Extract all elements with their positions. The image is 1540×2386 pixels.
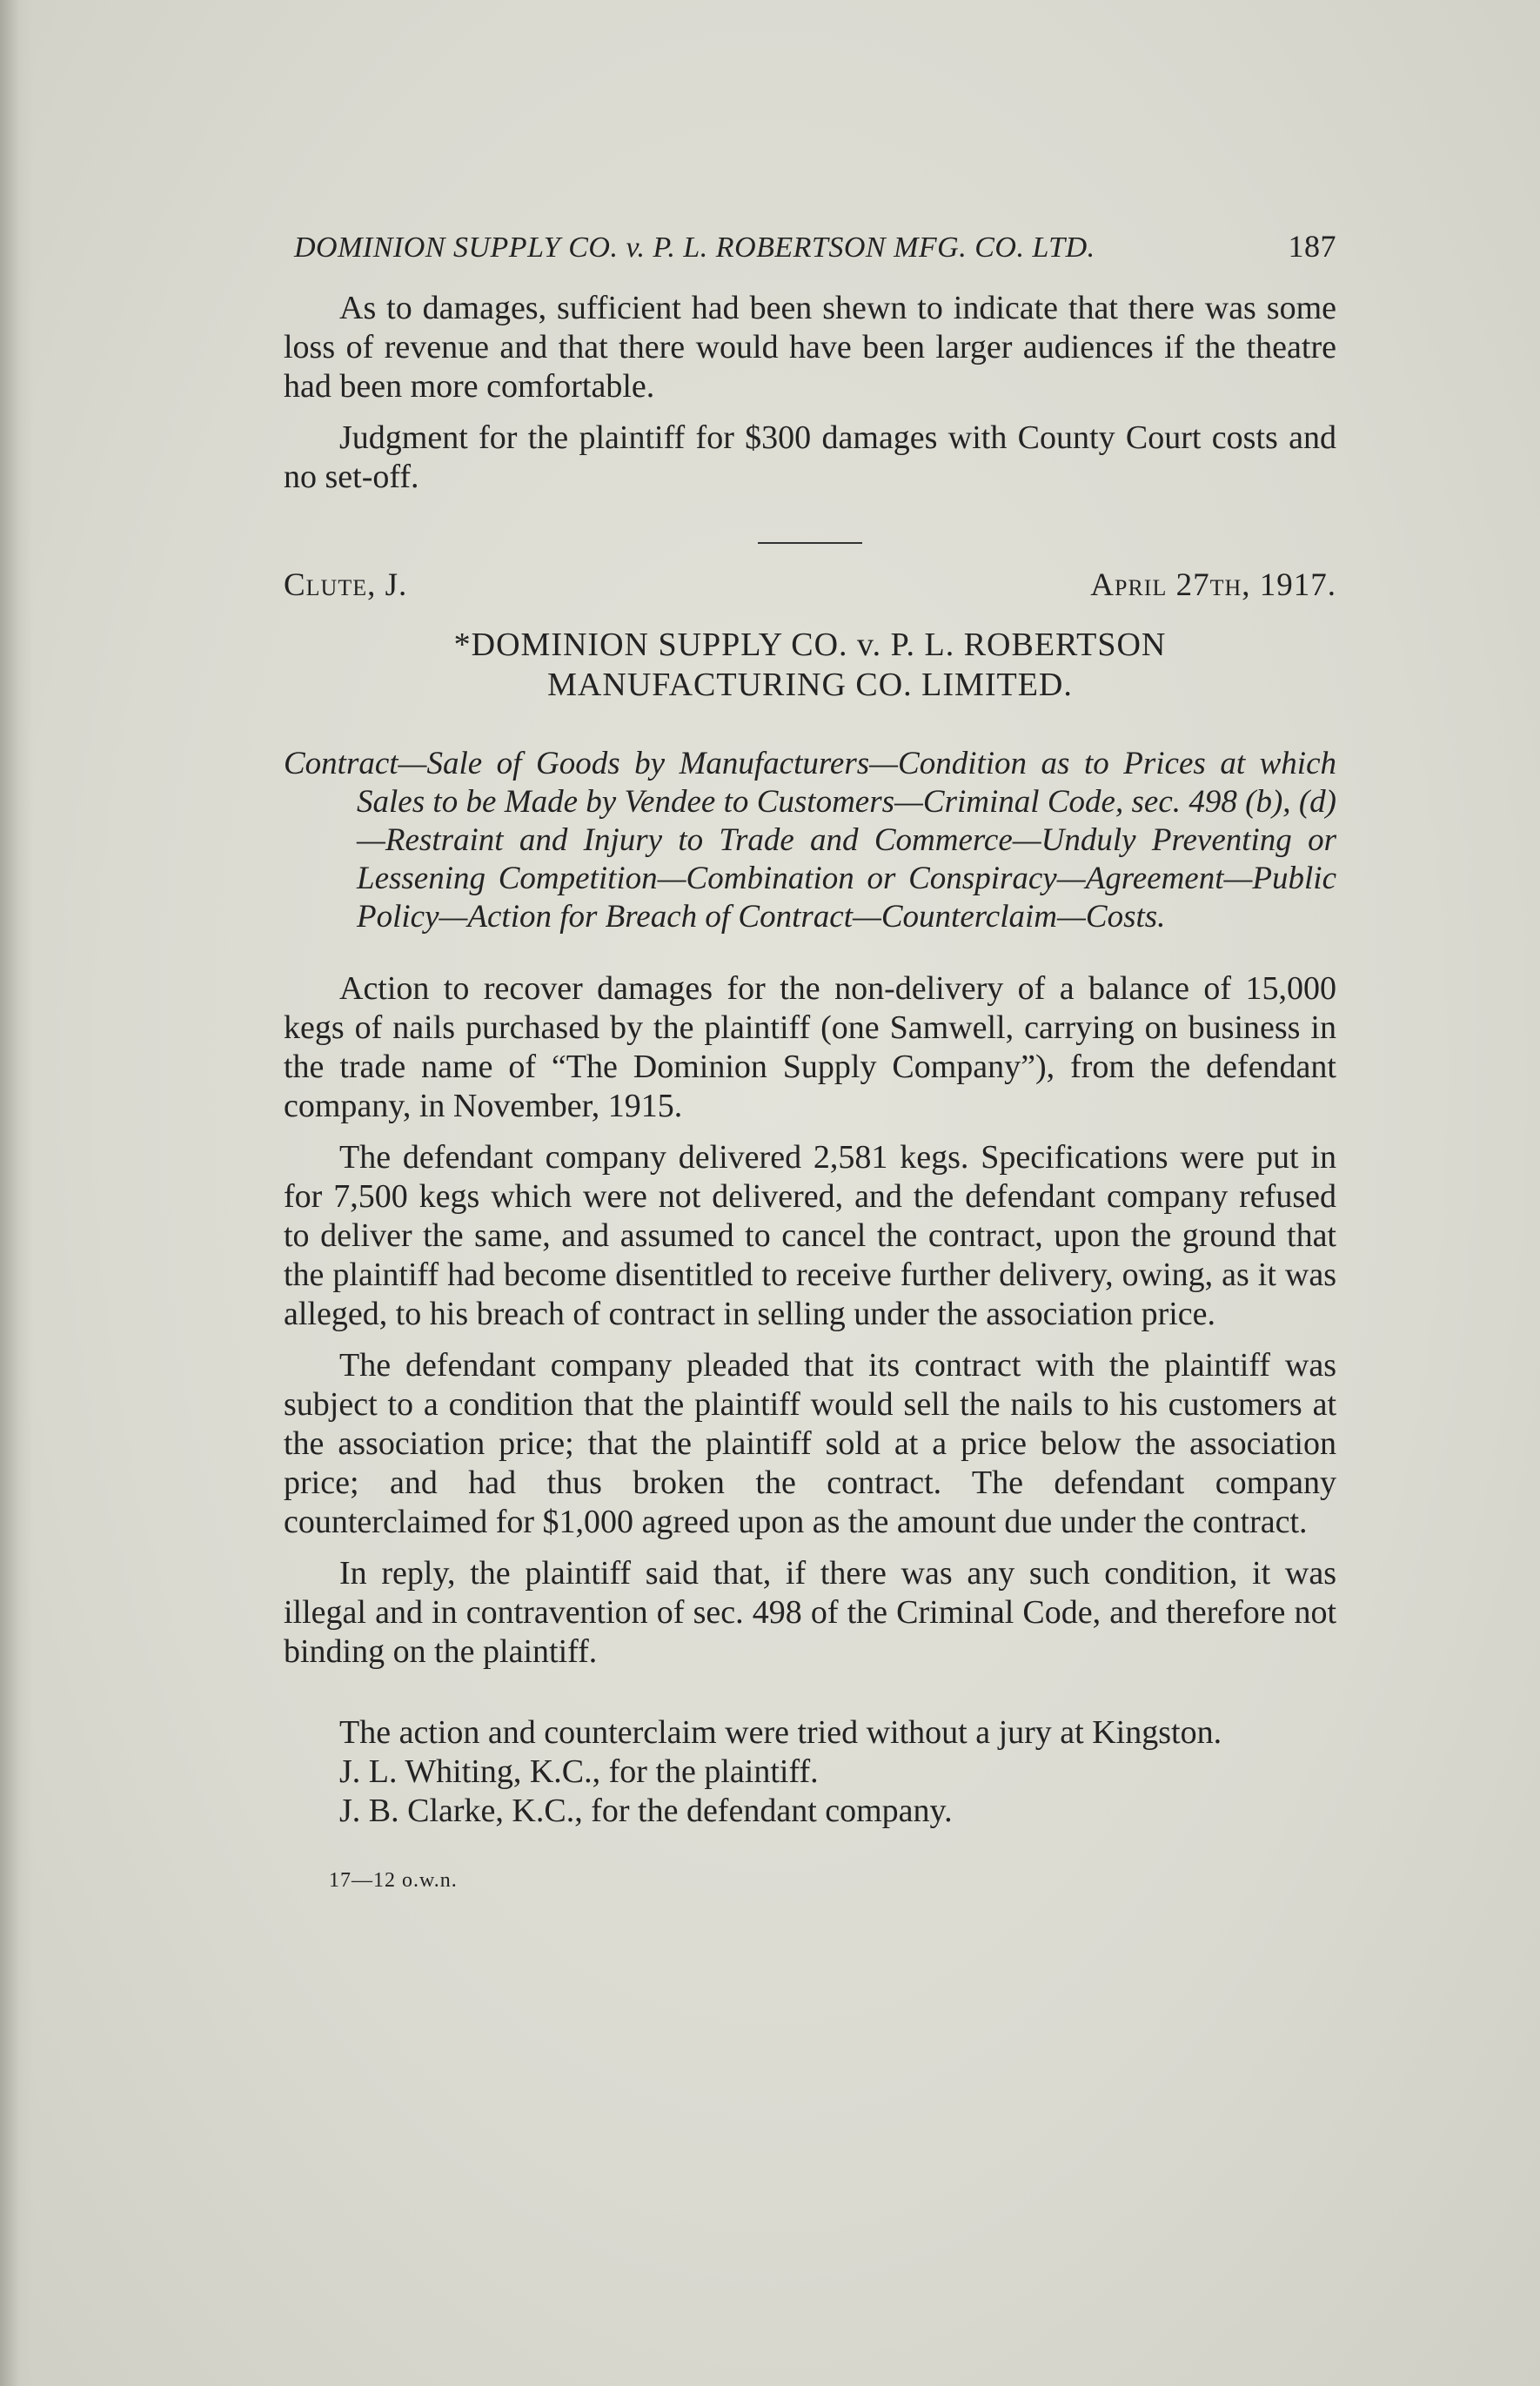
headnote: Contract—Sale of Goods by Manufacturers—Condition as to Prices at which Sales to be Made by Vendee to Customers—Criminal Code, sec. 498 (b), (d)—Restraint and Injury to Trade and Commerce—Unduly Preventing or Lessening Competition—Combination or Conspiracy—Agreement—Public Policy—Action for Breach of Contract—Counterclaim—Costs.: [284, 746, 1336, 935]
judge-name: Clute, J.: [284, 567, 408, 603]
case-title-line-1: *DOMINION SUPPLY CO. v. P. L. ROBERTSON: [453, 627, 1167, 663]
running-head: [294, 228, 1336, 265]
prior-case-paragraph: As to damages, sufficient had been shewn to indicate that there was some loss of revenue and that there would have been larger audiences if the theatre had been more comfortable.: [284, 290, 1336, 405]
decision-date: April 27th, 1917.: [1090, 567, 1336, 603]
signature-mark: 17—12 o.w.n.: [329, 1869, 458, 1892]
counsel-plaintiff: J. L. Whiting, K.C., for the plaintiff.: [339, 1753, 819, 1790]
running-head-title: DOMINION SUPPLY CO. v. P. L. ROBERTSON MFG. CO. LTD.: [294, 231, 1095, 264]
body-paragraph-reply: In reply, the plaintiff said that, if there was any such condition, it was illegal and in contravention of sec. 498 of the Criminal Code, and therefore not binding on the plaintiff.: [284, 1555, 1336, 1670]
section-rule: [758, 542, 862, 544]
counsel-defendant: J. B. Clarke, K.C., for the defendant company.: [339, 1793, 953, 1829]
body-paragraph-action: Action to recover damages for the non-delivery of a balance of 15,000 kegs of nails purchased by the plaintiff (one Samwell, carrying on business in the trade name of “The Dominion Supply Company”), from the defendant company, in November, 1915.: [284, 970, 1336, 1124]
page-number: 187: [1288, 229, 1336, 264]
body-paragraph-trial: The action and counterclaim were tried without a jury at Kingston.: [339, 1714, 1222, 1751]
text-column: [284, 228, 1336, 1893]
case-judge-date-line: [284, 566, 1336, 604]
prior-case-judgment: Judgment for the plaintiff for $300 damages with County Court costs and no set-off.: [284, 419, 1336, 495]
body-paragraph-delivery: The defendant company delivered 2,581 kegs. Specifications were put in for 7,500 kegs which were not delivered, and the defendant company refused to deliver the same, and assumed to cancel the contract, upon the ground that the plaintiff had become disentitled to receive further delivery, owing, as it was alleged, to his breach of contract in selling under the association price.: [284, 1139, 1336, 1332]
case-title: [284, 625, 1336, 705]
body-paragraph-pleading: The defendant company pleaded that its contract with the plaintiff was subject to a condition that the plaintiff would sell the nails to his customers at the association price; that the plaintiff sold at a price below the association price; and had thus broken the contract. The defendant company counterclaimed for $1,000 agreed upon as the amount due under the contract.: [284, 1347, 1336, 1540]
case-title-line-2: MANUFACTURING CO. LIMITED.: [547, 667, 1073, 703]
binding-shadow: [0, 0, 33, 2386]
